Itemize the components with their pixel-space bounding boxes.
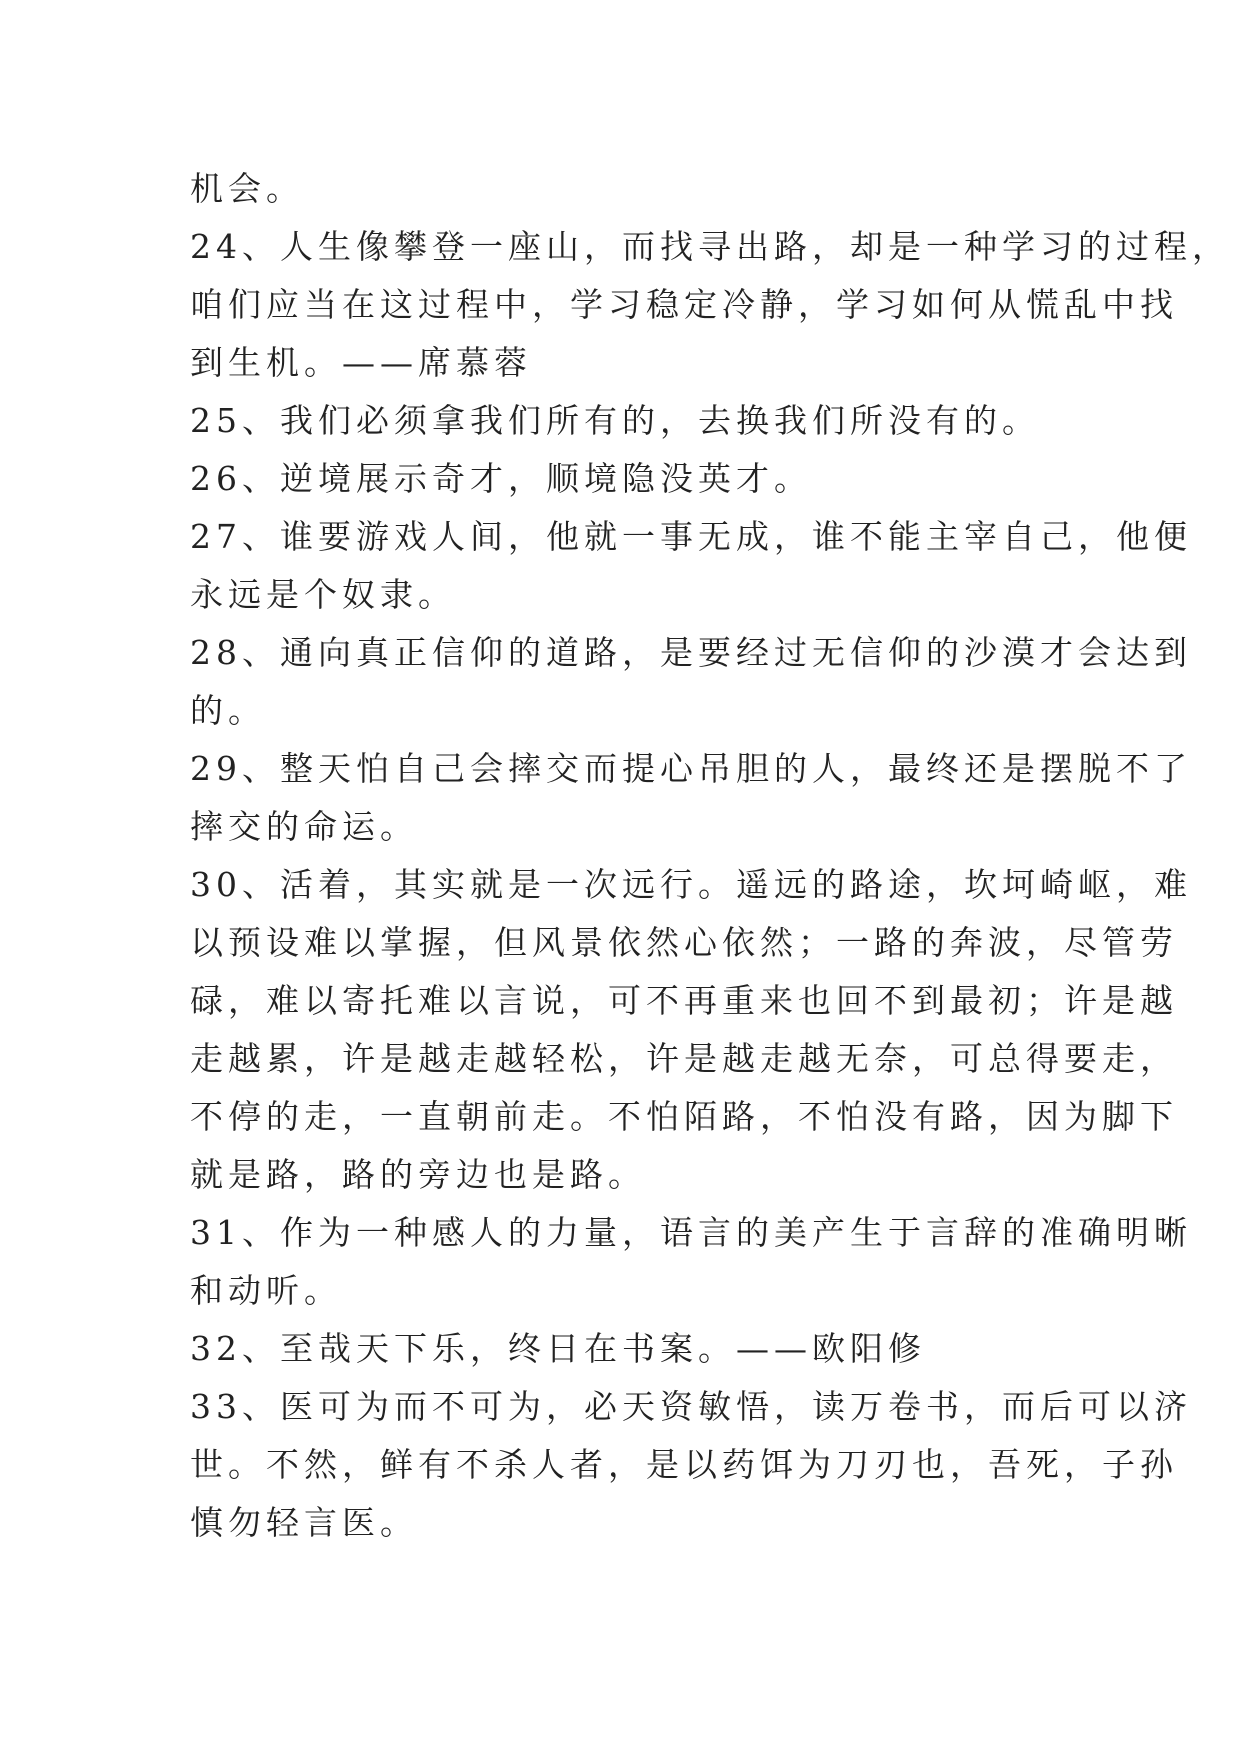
text-line: 就是路，路的旁边也是路。 [190,1155,646,1194]
document-body [190,160,1230,1552]
text-line: 和动听。 [190,1271,342,1310]
text-line: 33、医可为而不可为，必天资敏悟，读万卷书，而后可以济 [190,1387,1192,1426]
text-line: 30、活着，其实就是一次远行。遥远的路途，坎坷崎岖，难 [190,865,1192,904]
text-line: 永远是个奴隶。 [190,575,456,614]
text-line: 29、整天怕自己会摔交而提心吊胆的人，最终还是摆脱不了 [190,749,1192,788]
text-line: 25、我们必须拿我们所有的，去换我们所没有的。 [190,401,1040,440]
text-line: 机会。 [190,169,304,208]
text-line: 咱们应当在这过程中，学习稳定冷静，学习如何从慌乱中找 [190,285,1178,324]
text-line: 以预设难以掌握，但风景依然心依然；一路的奔波，尽管劳 [190,923,1178,962]
text-line: 碌，难以寄托难以言说，可不再重来也回不到最初；许是越 [190,981,1178,1020]
text-line: 不停的走，一直朝前走。不怕陌路，不怕没有路，因为脚下 [190,1097,1178,1136]
text-line: 走越累，许是越走越轻松，许是越走越无奈，可总得要走， [190,1039,1178,1078]
text-line: 24、人生像攀登一座山，而找寻出路，却是一种学习的过程， [190,227,1230,266]
text-line: 32、至哉天下乐，终日在书案。——欧阳修 [190,1329,926,1368]
text-line: 到生机。——席慕蓉 [190,343,532,382]
text-line: 28、通向真正信仰的道路，是要经过无信仰的沙漠才会达到 [190,633,1192,672]
text-line: 26、逆境展示奇才，顺境隐没英才。 [190,459,812,498]
text-line: 31、作为一种感人的力量，语言的美产生于言辞的准确明晰 [190,1213,1192,1252]
text-line: 摔交的命运。 [190,807,418,846]
text-line: 慎勿轻言医。 [190,1503,418,1542]
text-line: 的。 [190,691,266,730]
text-line: 27、谁要游戏人间，他就一事无成，谁不能主宰自己，他便 [190,517,1192,556]
text-line: 世。不然，鲜有不杀人者，是以药饵为刀刃也，吾死，子孙 [190,1445,1178,1484]
